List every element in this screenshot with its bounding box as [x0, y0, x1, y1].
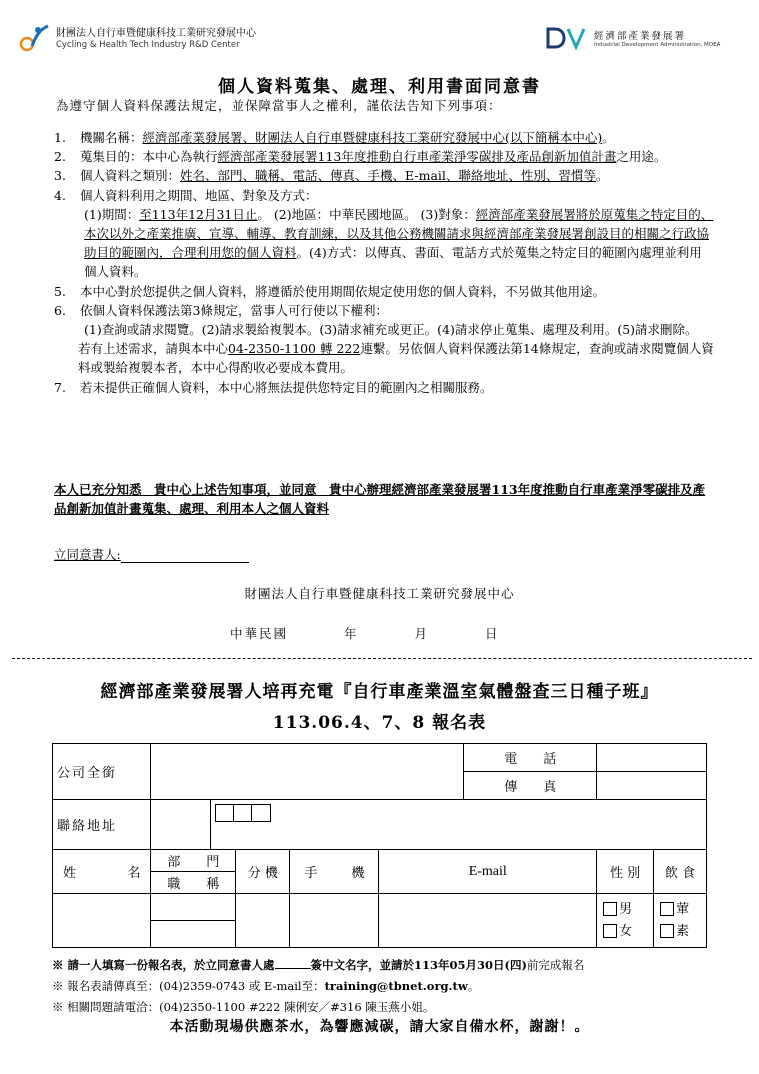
address-row: [53, 800, 707, 850]
date-country: 中華民國: [230, 626, 289, 641]
item3-value: 姓名、部門、職稱、電話、傳真、手機、E-mail、聯絡地址、性別、習慣等: [180, 168, 596, 184]
company-input[interactable]: [151, 744, 464, 800]
consent-intro: 為遵守個人資料保護法規定，並保障當事人之權利，謹依法告知下列事項：: [56, 98, 502, 113]
veg-checkbox[interactable]: [660, 924, 674, 938]
female-checkbox[interactable]: [603, 924, 617, 938]
item3-label: 個人資料之類別：: [80, 168, 181, 184]
item6-label: 依個人資料保護法第3條規定，當事人可行使以下權利：: [80, 302, 388, 318]
registration-table: [52, 743, 707, 948]
company-row-1: [53, 744, 707, 772]
consent-item-4-detail: [54, 205, 714, 282]
fax-label: 傳 真: [504, 780, 557, 795]
notes: [52, 955, 732, 1018]
note2-email[interactable]: training@tbnet.org.tw: [324, 979, 468, 993]
cycling-center-logo-icon: [18, 22, 50, 54]
fax-label-cell: [464, 772, 597, 800]
mobile-label-b: 機: [351, 866, 365, 881]
address-blank[interactable]: [151, 800, 210, 850]
company-label-cell: [53, 744, 151, 800]
ext-input[interactable]: [236, 894, 290, 948]
final-note: 本活動現場供應茶水，為響應減碳，請大家自備水杯，謝謝！。: [169, 1019, 590, 1035]
diet-meat-option[interactable]: [660, 899, 702, 921]
fax-input[interactable]: [597, 772, 707, 800]
company-label: 公司全銜: [57, 766, 118, 781]
item6-contact-phone: 04-2350-1100 轉 222: [228, 341, 361, 357]
item1-end: 。: [602, 130, 615, 145]
consent-item-6: 6. 依個人資料保護法第3條規定，當事人可行使以下權利：: [54, 302, 388, 318]
note-2: [52, 976, 732, 997]
note2-a: ※ 報名表請傳真至：(04)2359-0743 或 E-mail至：: [52, 979, 325, 993]
item3-end: 。: [595, 168, 609, 184]
dept-label: 部 門: [167, 855, 220, 870]
org-name: 財團法人自行車暨健康科技工業研究發展中心: [244, 586, 515, 601]
male-checkbox[interactable]: [603, 902, 617, 916]
item2-label: 蒐集目的：本中心為執行: [80, 149, 218, 165]
ida-name-zh: 經濟部產業發展署: [594, 31, 687, 42]
mobile-header-cell: [290, 850, 379, 894]
meat-label: 葷: [676, 901, 690, 917]
title-label: 職 稱: [167, 877, 220, 892]
consent-item-2: 2. 蒐集目的：本中心為執行經濟部產業發展署113年度推動自行車產業淨零碳排及產品創新加值計畫之用途。: [54, 149, 667, 165]
consent-item-5: 5. 本中心對於您提供之個人資料，將遵循於使用期間依規定使用您的個人資料，不另做其他用途。: [54, 283, 606, 299]
registration-title: 經濟部產業發展署人培再充電『自行車產業溫室氣體盤查三日種子班』: [100, 682, 659, 702]
email-label: E-mail: [468, 863, 507, 879]
note1-c: 前完成報名: [526, 958, 585, 972]
mobile-input[interactable]: [290, 894, 379, 948]
address-label-cell: [53, 800, 151, 850]
gender-label: 性 別: [610, 866, 641, 881]
gender-options: [597, 894, 654, 948]
registration-dates: 113.06.4、7、8 報名表: [272, 713, 487, 733]
ext-header-cell: [236, 850, 290, 894]
gender-male-option[interactable]: [603, 899, 649, 921]
note-3: ※ 相關問題請電洽：(04)2350-1100 #222 陳俐安／#316 陳玉燕小姐。: [52, 1000, 435, 1014]
consent-title: 個人資料蒐集、處理、利用書面同意書: [218, 77, 541, 97]
cut-line: [12, 658, 752, 659]
ida-name-en: Industrial Development Administration, MOEA: [594, 42, 721, 48]
dept-input[interactable]: [151, 894, 236, 921]
email-header-cell: [379, 850, 597, 894]
mobile-label-a: 手: [304, 866, 318, 881]
item4-method: 。(4)方式：以傳真、書面、電話方式於蒐集之特定目的範圍內處理並利用個人資料。: [84, 245, 702, 280]
name-header-cell: [53, 850, 151, 894]
consent-item-7: 7. 若未提供正確個人資料，本中心將無法提供您特定目的範圍內之相關服務。: [54, 379, 493, 395]
diet-options: [654, 894, 707, 948]
phone-label: 電 話: [504, 752, 557, 767]
item1-label: 機關名稱：: [80, 130, 143, 145]
date-year: 年: [344, 626, 359, 641]
item2-end: 之用途。: [616, 149, 667, 165]
item4-label: 個人資料利用之期間、地區、對象及方式：: [80, 187, 318, 203]
consent-items: [54, 128, 714, 397]
female-label: 女: [619, 923, 633, 939]
item1-value: 經濟部產業發展署、財團法人自行車暨健康科技工業研究發展中心(以下簡稱本中心): [142, 130, 603, 145]
item4-p1: (1)期間：: [84, 206, 140, 222]
email-input[interactable]: [379, 894, 597, 948]
diet-header-cell: [654, 850, 707, 894]
date-line: [230, 624, 552, 642]
note1-b: 簽中文名字，並請於: [310, 958, 415, 972]
dept-header-cell: [151, 850, 236, 872]
attendee-header-row-1: [53, 850, 707, 872]
item5-text: 本中心對於您提供之個人資料，將遵循於使用期間依規定使用您的個人資料，不另做其他用途。: [80, 283, 606, 299]
veg-label: 素: [676, 923, 690, 939]
signer-label: 立同意書人:: [54, 547, 121, 562]
item6-contact-b: 連繫。另依個人資料保護法第14條規定，查詢或請求閱覽個人資料或製給複製本者，本中心得酌收必要成本費用。: [78, 341, 714, 376]
item4-target: 經濟部產業發展署將於原蒐集之特定目的、本次以外之產業推廣、宣導、輔導、教育訓練，以及其他公務機關請求與經濟部產業發展署創設目的相關之行政協助目的範圍內，合理利用您的個人資料: [84, 206, 714, 261]
agreement-statement: 本人已充分知悉 貴中心上述告知事項，並同意 貴中心辦理經濟部產業發展署113年度推動自行車產業淨零碳排及產品創新加值計畫蒐集、處理、利用本人之個人資料: [54, 482, 706, 516]
title-input[interactable]: [151, 921, 236, 948]
title-header-cell: [151, 872, 236, 894]
ida-logo: [546, 26, 746, 56]
postal-code-boxes[interactable]: [215, 804, 271, 822]
note-1: [52, 955, 732, 976]
consent-item-6-rights: (1)查詢或請求閱覽。(2)請求製給複製本。(3)請求補充或更正。(4)請求停止蒐集、處理及利用。(5)請求刪除。: [84, 322, 698, 338]
item4-p1-end: 。 (2)地區：中華民國地區。 (3)對象：: [257, 206, 476, 222]
meat-checkbox[interactable]: [660, 902, 674, 916]
consent-item-6-contact: [54, 339, 714, 377]
consent-item-4: 4. 個人資料利用之期間、地區、對象及方式：: [54, 187, 318, 203]
diet-veg-option[interactable]: [660, 921, 702, 943]
name-input[interactable]: [53, 894, 151, 948]
phone-label-cell: [464, 744, 597, 772]
name-label-a: 姓: [63, 866, 77, 881]
date-month: 月: [414, 626, 430, 641]
diet-label: 飲 食: [664, 866, 696, 881]
note1-a: ※ 請一人填寫一份報名表，於立同意書人處: [52, 958, 275, 972]
consent-item-3: 3. 個人資料之類別：姓名、部門、職稱、電話、傳真、手機、E-mail、聯絡地址、性別、習慣等。: [54, 168, 609, 184]
ext-label: 分 機: [247, 866, 278, 881]
consent-item-1: 1. 機關名稱：經濟部產業發展署、財團法人自行車暨健康科技工業研究發展中心(以下簡稱本中心)。: [54, 130, 615, 145]
address-label: 聯絡地址: [57, 819, 118, 834]
attendee-row-1: [53, 894, 707, 921]
signer-line[interactable]: [121, 550, 249, 563]
item2-value: 經濟部產業發展署113年度推動自行車產業淨零碳排及產品創新加值計畫: [217, 149, 617, 165]
note2-end: 。: [467, 979, 480, 993]
name-label-b: 名: [127, 866, 141, 881]
item6-contact-a: 若有上述需求，請與本中心: [78, 341, 229, 357]
item7-text: 若未提供正確個人資料，本中心將無法提供您特定目的範圍內之相關服務。: [80, 379, 493, 395]
date-day: 日: [485, 626, 500, 641]
signer-field[interactable]: [54, 545, 249, 563]
phone-input[interactable]: [597, 744, 707, 772]
male-label: 男: [619, 901, 633, 917]
gender-header-cell: [597, 850, 654, 894]
address-input[interactable]: [210, 800, 706, 850]
cycling-center-name-zh: 財團法人自行車暨健康科技工業研究發展中心: [56, 28, 256, 39]
cycling-center-logo: [18, 20, 258, 60]
ida-logo-icon: [546, 26, 588, 50]
gender-female-option[interactable]: [603, 921, 649, 943]
note1-deadline: 113年05月30日(四): [414, 958, 527, 972]
item4-period: 至113年12月31日止: [139, 206, 258, 222]
cycling-center-name-en: Cycling & Health Tech Industry R&D Center: [56, 40, 240, 50]
